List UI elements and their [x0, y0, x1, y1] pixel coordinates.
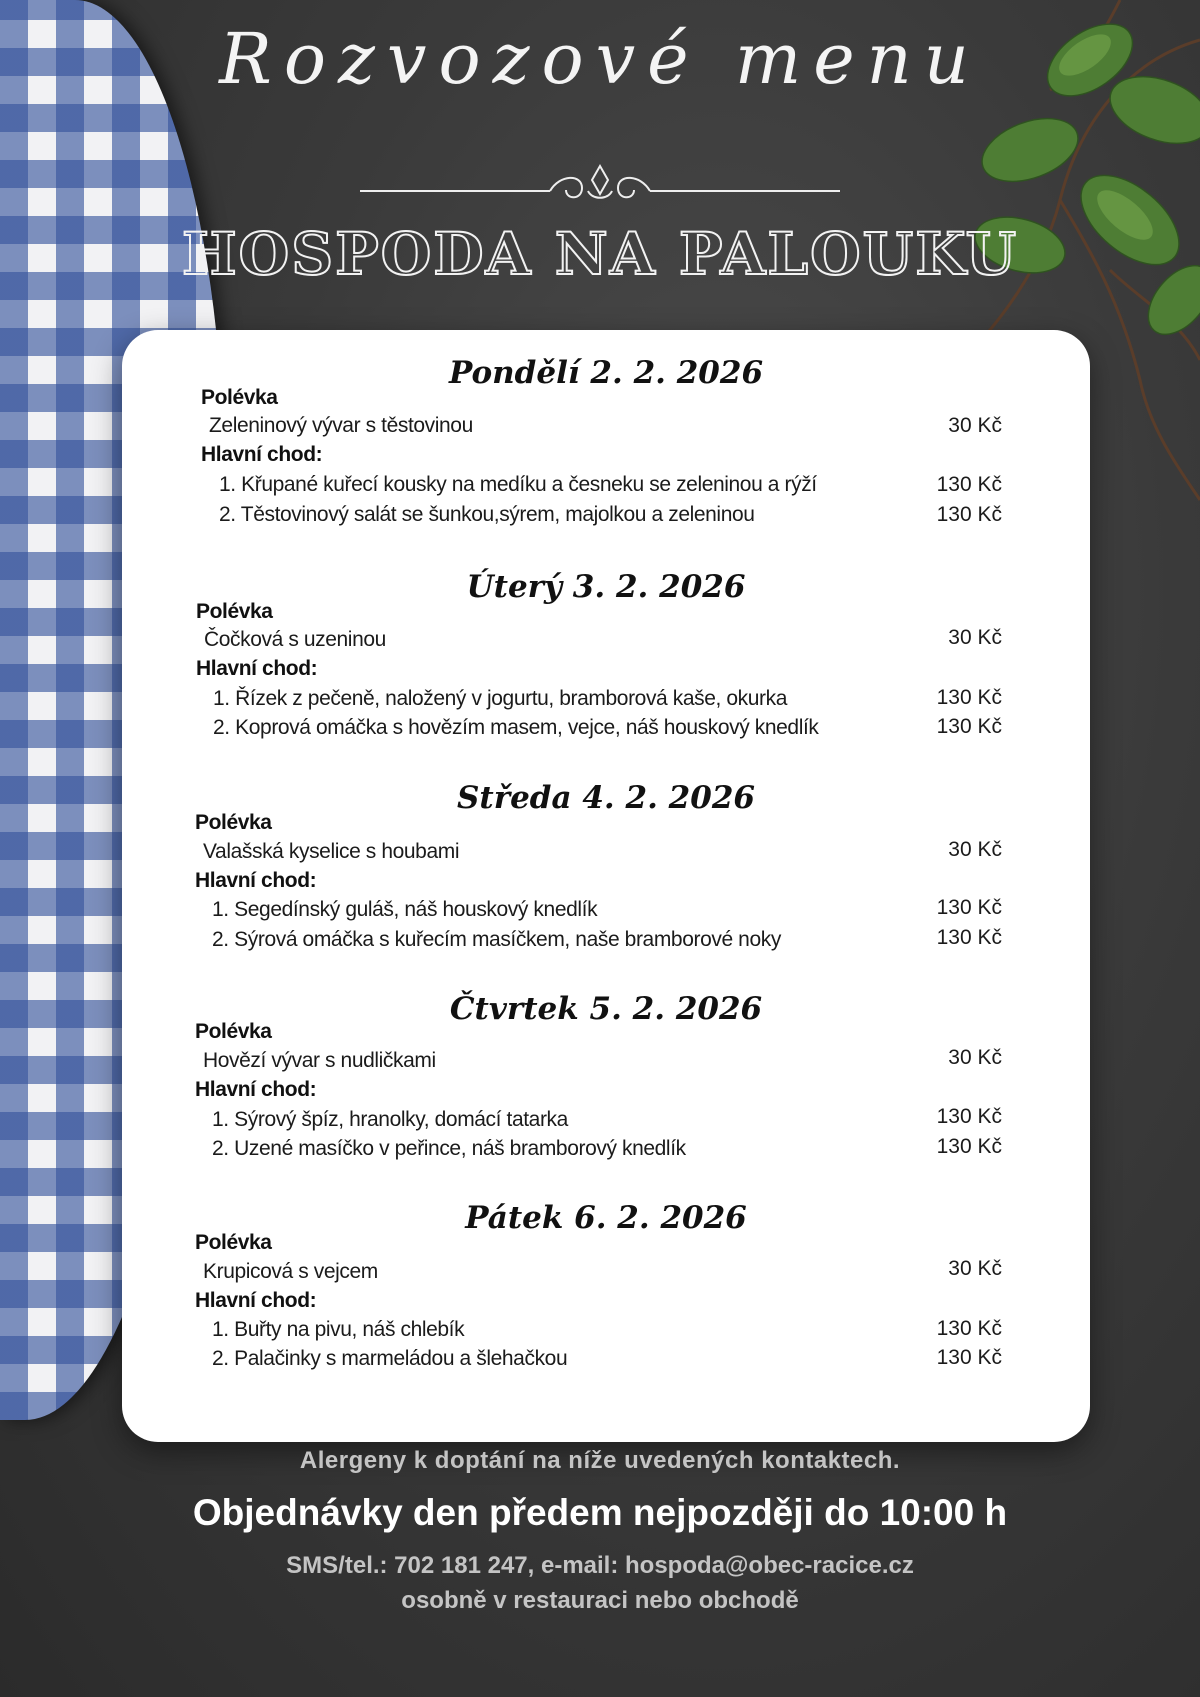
soup-price: 30 Kč [948, 626, 1002, 649]
main-course-label: Hlavní chod: [195, 1289, 317, 1312]
soup-name: Krupicová s vejcem [203, 1260, 378, 1283]
soup-name: Čočková s uzeninou [204, 628, 386, 651]
menu-heading [0, 0, 1200, 330]
main-course-label: Hlavní chod: [195, 869, 317, 892]
soup-name: Hovězí vývar s nudličkami [203, 1049, 436, 1072]
soup-price: 30 Kč [948, 838, 1002, 861]
main-course-price: 130 Kč [936, 896, 1002, 919]
soup-price: 30 Kč [948, 1257, 1002, 1280]
order-deadline: Objednávky den předem nejpozději do 10:00 h [192, 1492, 1008, 1533]
allergens-note: Alergeny k doptání na níže uvedených kontaktech. [299, 1447, 901, 1474]
soup-price: 30 Kč [948, 1046, 1002, 1069]
day-title: Pondělí 2. 2. 2026 [448, 355, 764, 391]
main-course-price: 130 Kč [936, 1105, 1002, 1128]
main-course-item: 1. Sýrový špíz, hranolky, domácí tatarka [212, 1108, 568, 1131]
day-section-thursday [122, 991, 1090, 1191]
main-course-price: 130 Kč [936, 715, 1002, 738]
main-course-item: 2. Těstovinový salát se šunkou,sýrem, majolkou a zeleninou [219, 503, 755, 526]
main-course-price: 130 Kč [936, 1317, 1002, 1340]
soup-label: Polévka [195, 1231, 272, 1254]
main-course-item: 2. Koprová omáčka s hovězím masem, vejce, náš houskový knedlík [213, 716, 819, 739]
main-course-label: Hlavní chod: [201, 443, 323, 466]
soup-label: Polévka [196, 600, 273, 623]
day-title: Čtvrtek 5. 2. 2026 [449, 991, 763, 1027]
day-section-wednesday [122, 780, 1090, 980]
main-course-price: 130 Kč [936, 926, 1002, 949]
main-course-item: 1. Křupané kuřecí kousky na medíku a česneku se zeleninou a rýží [219, 473, 817, 496]
soup-price: 30 Kč [948, 414, 1002, 437]
day-section-tuesday [122, 569, 1090, 769]
day-title: Středa 4. 2. 2026 [457, 780, 755, 816]
day-section-monday [122, 355, 1090, 555]
soup-name: Zeleninový vývar s těstovinou [209, 414, 473, 437]
main-course-price: 130 Kč [936, 473, 1002, 496]
main-course-price: 130 Kč [936, 1346, 1002, 1369]
day-section-friday [122, 1200, 1090, 1400]
main-course-item: 2. Sýrová omáčka s kuřecím masíčkem, naše bramborové noky [212, 928, 781, 951]
main-course-item: 1. Segedínský guláš, náš houskový knedlík [212, 898, 598, 921]
main-course-label: Hlavní chod: [195, 1078, 317, 1101]
in-person-ordering: osobně v restauraci nebo obchodě [401, 1587, 799, 1614]
main-course-item: 2. Uzené masíčko v peřince, náš bramborový knedlík [212, 1137, 686, 1160]
main-course-item: 1. Buřty na pivu, náš chlebík [212, 1318, 465, 1341]
contact-info: SMS/tel.: 702 181 247, e-mail: hospoda@obec-racice.cz [286, 1552, 914, 1579]
menu-title: Rozvozové menu [219, 18, 981, 100]
soup-label: Polévka [201, 386, 278, 409]
main-course-price: 130 Kč [936, 686, 1002, 709]
ornament-divider [360, 160, 840, 206]
day-title: Úterý 3. 2. 2026 [466, 569, 746, 605]
soup-label: Polévka [195, 1020, 272, 1043]
soup-name: Valašská kyselice s houbami [203, 840, 460, 863]
soup-label: Polévka [195, 811, 272, 834]
main-course-price: 130 Kč [936, 503, 1002, 526]
main-course-item: 1. Řízek z pečeně, naložený v jogurtu, bramborová kaše, okurka [213, 687, 788, 710]
day-title: Pátek 6. 2. 2026 [465, 1200, 747, 1236]
main-course-price: 130 Kč [936, 1135, 1002, 1158]
main-course-item: 2. Palačinky s marmeládou a šlehačkou [212, 1347, 568, 1370]
menu-card [122, 330, 1090, 1442]
restaurant-name: HOSPODA NA PALOUKU [181, 220, 1019, 288]
main-course-label: Hlavní chod: [196, 657, 318, 680]
